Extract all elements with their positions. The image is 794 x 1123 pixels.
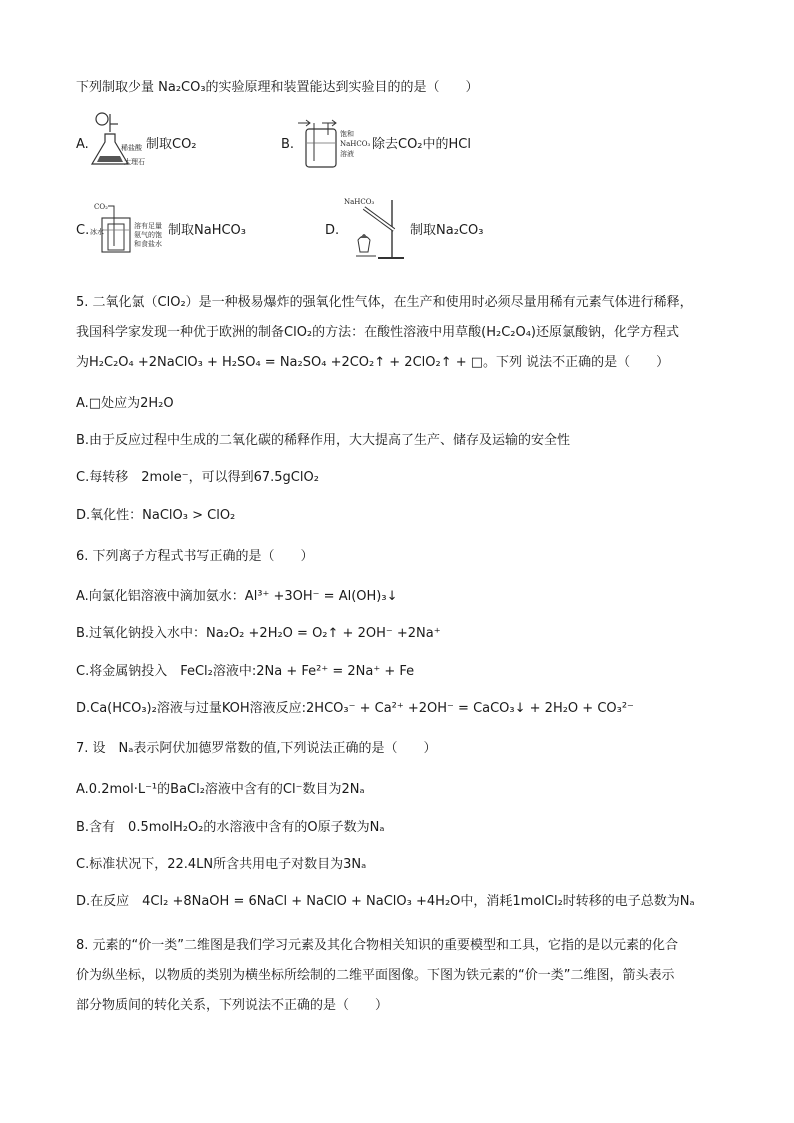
heating-tube-figure — [342, 196, 406, 262]
q4-a-fig-label-acid: 稀盐酸 — [121, 144, 142, 152]
q5-stem-line2: 我国科学家发现一种优于欧洲的制备ClO₂的方法：在酸性溶液中用草酸(H₂C₂O₄)还原氯酸钠，化学方程式 — [76, 325, 679, 340]
q4-option-a-text: 制取CO₂ — [146, 137, 197, 152]
q4-b-fig-label-solution: 溶液 — [340, 150, 354, 158]
q5-option-c: C.每转移 2mole⁻，可以得到67.5gClO₂ — [76, 470, 319, 485]
q4-c-fig-label-co2: CO₂ — [94, 203, 108, 211]
q4-c-fig-label-1: 溶有足量 — [134, 222, 162, 230]
q6-option-d: D.Ca(HCO₃)₂溶液与过量KOH溶液反应:2HCO₃⁻ + Ca²⁺ +2OH⁻ = CaCO₃↓ + 2H₂O + CO₃²⁻ — [76, 701, 634, 716]
q8-stem-line1: 8. 元素的“价一类”二维图是我们学习元素及其化合物相关知识的重要模型和工具，它指的是以元素的化合 — [76, 938, 679, 953]
q4-option-a-label: A. — [76, 137, 89, 152]
q6-stem: 6. 下列离子方程式书写正确的是（ ） — [76, 549, 314, 564]
q5-stem-line3: 为H₂C₂O₄ +2NaClO₃ + H₂SO₄ = Na₂SO₄ +2CO₂↑ + 2ClO₂↑ + □。下列 说法不正确的是（ ） — [76, 355, 670, 370]
q4-option-c-text: 制取NaHCO₃ — [168, 223, 246, 238]
q4-c-fig-label-ice: 冰水 — [90, 228, 104, 236]
q4-c-fig-label-3: 和食盐水 — [134, 240, 162, 248]
q5-option-d: D.氧化性：NaClO₃ > ClO₂ — [76, 508, 236, 523]
co2-generator-flask-figure — [88, 112, 145, 170]
q7-option-a: A.0.2mol·L⁻¹的BaCl₂溶液中含有的Cl⁻数目为2Nₐ — [76, 782, 365, 797]
q4-option-b-label: B. — [281, 137, 295, 152]
q4-a-fig-label-marble: 大理石 — [124, 158, 145, 166]
q7-option-c: C.标准状况下，22.4LN所含共用电子对数目为3Nₐ — [76, 857, 367, 872]
q7-option-b: B.含有 0.5molH₂O₂的水溶液中含有的O原子数为Nₐ — [76, 820, 385, 835]
gas-washing-bottle-figure — [296, 117, 371, 171]
q4-c-fig-label-2: 氨气的饱 — [134, 231, 162, 239]
nahco3-ice-bath-figure — [88, 200, 166, 256]
q6-option-a: A.向氯化铝溶液中滴加氨水：Al³⁺ +3OH⁻ = Al(OH)₃↓ — [76, 589, 398, 604]
q4-d-fig-label-nahco3: NaHCO₃ — [344, 198, 375, 206]
q5-option-a: A.□处应为2H₂O — [76, 396, 174, 411]
q4-stem: 下列制取少量 Na₂CO₃的实验原理和装置能达到实验目的的是（ ） — [76, 80, 479, 95]
q6-option-b: B.过氧化钠投入水中：Na₂O₂ +2H₂O = O₂↑ + 2OH⁻ +2Na⁺ — [76, 626, 441, 641]
q4-option-d-text: 制取Na₂CO₃ — [410, 223, 484, 238]
q5-option-b: B.由于反应过程中生成的二氧化碳的稀释作用，大大提高了生产、储存及运输的安全性 — [76, 433, 571, 448]
q4-b-fig-label-nahco3: NaHCO₃ — [340, 140, 371, 148]
q4-option-c-label: C. — [76, 223, 90, 238]
q8-stem-line2: 价为纵坐标，以物质的类别为横坐标所绘制的二维平面图像。下图为铁元素的“价一类”二维图，箭头表示 — [76, 968, 675, 983]
q4-option-b-text: 除去CO₂中的HCl — [372, 137, 471, 152]
q4-b-fig-label-saturated: 饱和 — [340, 130, 354, 138]
q7-stem: 7. 设 Nₐ表示阿伏加德罗常数的值,下列说法正确的是（ ） — [76, 741, 437, 756]
q7-option-d: D.在反应 4Cl₂ +8NaOH = 6NaCl + NaClO + NaClO₃ +4H₂O中，消耗1molCl₂时转移的电子总数为Nₐ — [76, 894, 695, 909]
q5-stem-line1: 5. 二氧化氯（ClO₂）是一种极易爆炸的强氧化性气体，在生产和使用时必须尽量用稀有元素气体进行稀释， — [76, 295, 693, 310]
q6-option-c: C.将金属钠投入 FeCl₂溶液中:2Na + Fe²⁺ = 2Na⁺ + Fe — [76, 664, 415, 679]
q8-stem-line3: 部分物质间的转化关系，下列说法不正确的是（ ） — [76, 998, 389, 1013]
q4-option-d-label: D. — [325, 223, 340, 238]
